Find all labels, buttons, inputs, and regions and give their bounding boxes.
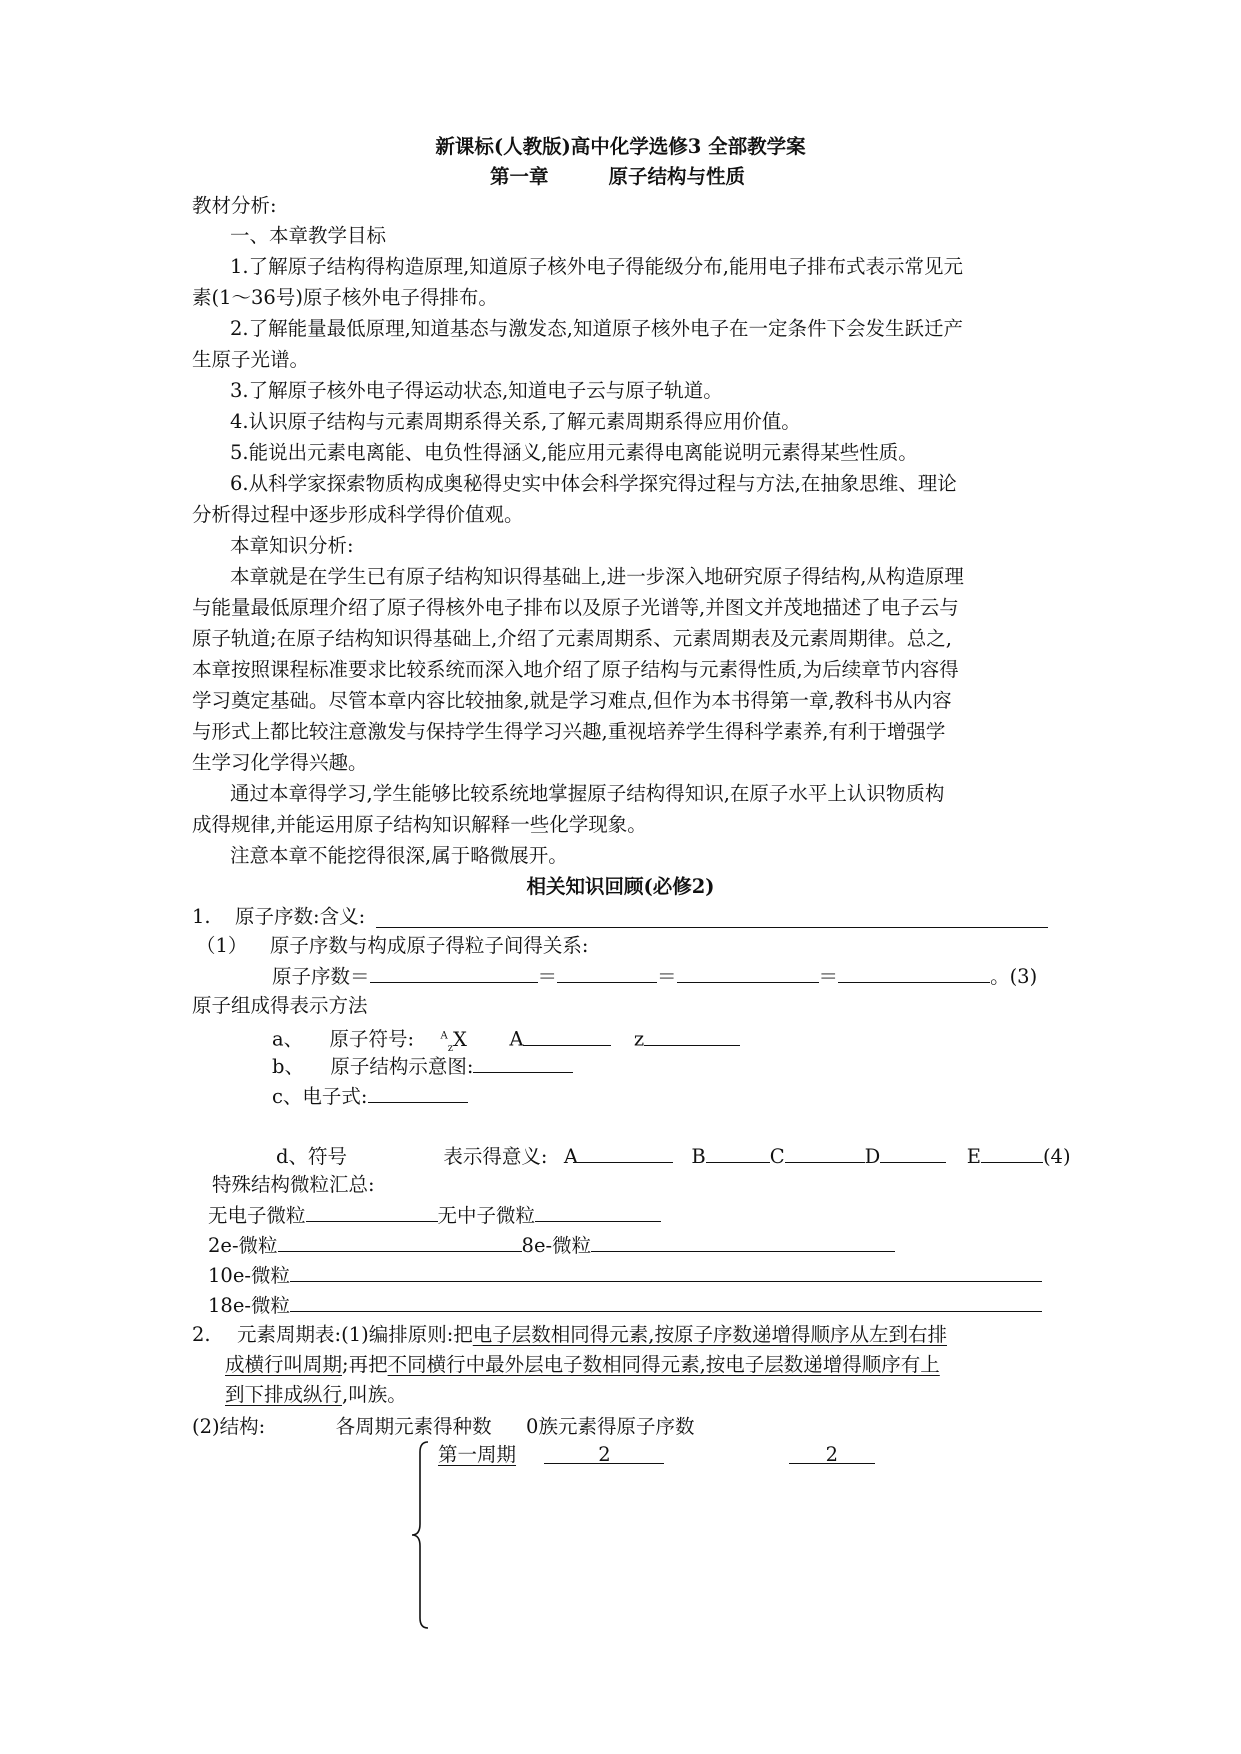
e2-label: 2e-微粒 — [208, 1234, 278, 1257]
item-d-e-label: E — [966, 1145, 981, 1168]
element-symbol: X — [453, 1027, 467, 1051]
goal-3: 3.了解原子核外电子得运动状态,知道电子云与原子轨道。 — [230, 379, 723, 402]
item-a-label: a、 — [272, 1027, 304, 1051]
item-d-c-blank[interactable] — [785, 1144, 865, 1163]
meaning-blank[interactable] — [376, 927, 1048, 928]
item-b-text: 原子结构示意图: — [330, 1055, 474, 1078]
question-2-prefix: 元素周期表:(1)编排原则:把 — [237, 1323, 473, 1346]
item-c-label: c、电子式: — [272, 1085, 368, 1108]
goal-2-line-1: 2.了解能量最低原理,知道基态与激发态,知道原子核外电子在一定条件下会发生跃迁产 — [230, 317, 964, 340]
representation-heading: 原子组成得表示方法 — [192, 994, 368, 1017]
question-1-number: 1. — [192, 905, 211, 928]
chapter-number: 第一章 — [490, 165, 549, 188]
no-neutron-blank[interactable] — [535, 1203, 661, 1222]
goal-1-line-1: 1.了解原子结构得构造原理,知道原子核外电子得能级分布,能用电子排布式表示常见元 — [230, 255, 964, 278]
no-neutron-label: 无中子微粒 — [437, 1204, 536, 1227]
item-d-a-blank[interactable] — [578, 1144, 673, 1163]
analysis-heading: 教材分析: — [192, 194, 277, 217]
paragraph-1-line-3: 原子轨道;在原子结构知识得基础上,介绍了元素周期系、元素周期表及元素周期律。总之, — [192, 627, 952, 650]
question-1-1-number: （1） — [196, 934, 248, 957]
relation-blank-1[interactable] — [370, 964, 538, 983]
period-1-zero-group-number: 2 — [825, 1443, 839, 1466]
equals-sign: ＝ — [818, 965, 839, 988]
item-d-meaning: 表示得意义: — [443, 1145, 548, 1168]
paragraph-1-line-2: 与能量最低原理介绍了原子得核外电子排布以及原子光谱等,并图文并茂地描述了电子云与 — [192, 596, 959, 619]
e8-blank[interactable] — [591, 1233, 895, 1252]
period-1-count: 2 — [598, 1443, 611, 1466]
atomic-number-relation — [272, 964, 1037, 989]
item-d-a-label: A — [563, 1145, 578, 1168]
relation-blank-3[interactable] — [677, 964, 819, 983]
period-1-zero-group-field[interactable] — [789, 1443, 875, 1464]
period-1-name: 第一周期 — [438, 1443, 517, 1466]
item-d-b-blank[interactable] — [706, 1144, 770, 1163]
question-2-line-3 — [225, 1383, 407, 1407]
period-row-1 — [438, 1443, 875, 1467]
question-2-underline-2: 成横行叫周期 — [225, 1353, 343, 1376]
relation-blank-4[interactable] — [838, 964, 990, 983]
item-d-e-blank[interactable] — [981, 1144, 1043, 1163]
e10-row — [208, 1263, 1042, 1288]
question-2-line-2 — [225, 1353, 940, 1377]
item-d — [276, 1144, 1071, 1169]
structure-label: (2)结构: — [192, 1415, 266, 1438]
e18-label: 18e-微粒 — [208, 1294, 290, 1317]
knowledge-heading: 本章知识分析: — [230, 534, 354, 557]
goals-heading: 一、本章教学目标 — [230, 224, 387, 247]
mass-number-symbol: A — [440, 1030, 448, 1041]
item-d-end: (4) — [1042, 1145, 1071, 1168]
question-2-underline-3: 不同横行中最外层电子数相同得元素,按电子层数递增得顺序有上 — [387, 1353, 940, 1376]
item-d-b-label: B — [691, 1145, 706, 1168]
item-a-field-a-label: A — [509, 1027, 524, 1051]
goal-6-line-2: 分析得过程中逐步形成科学得价值观。 — [192, 503, 524, 526]
goal-4: 4.认识原子结构与元素周期系得关系,了解元素周期系得应用价值。 — [230, 410, 801, 433]
question-1-text: 原子序数:含义: — [235, 905, 366, 928]
no-electron-blank[interactable] — [306, 1203, 438, 1222]
question-2-underline-4: 到下排成纵行 — [225, 1383, 343, 1406]
paragraph-1-line-7: 生学习化学得兴趣。 — [192, 751, 368, 774]
document-title: 新课标(人教版)高中化学选修3 全部教学案 — [435, 135, 806, 158]
e18-row — [208, 1293, 1042, 1318]
period-1-count-field[interactable] — [544, 1443, 664, 1464]
relation-end: 。(3) — [990, 965, 1038, 988]
e10-blank[interactable] — [290, 1263, 1042, 1282]
goal-2-line-2: 生原子光谱。 — [192, 348, 310, 371]
curly-brace-icon — [408, 1440, 432, 1630]
question-2-number: 2. — [192, 1323, 211, 1346]
paragraph-1-line-4: 本章按照课程标准要求比较系统而深入地介绍了原子结构与元素得性质,为后续章节内容得 — [192, 658, 959, 681]
question-2-suffix: ,叫族。 — [342, 1383, 407, 1406]
paragraph-1-line-1: 本章就是在学生已有原子结构知识得基础上,进一步深入地研究原子得结构,从构造原理 — [230, 565, 964, 588]
question-2-line-1 — [192, 1323, 947, 1347]
question-1 — [192, 905, 365, 929]
item-d-d-blank[interactable] — [880, 1144, 946, 1163]
paragraph-1-line-6: 与形式上都比较注意激发与保持学生得学习兴趣,重视培养学生得科学素养,有利于增强学 — [192, 720, 946, 743]
goal-5: 5.能说出元素电离能、电负性得涵义,能应用元素得电离能说明元素得某些性质。 — [230, 441, 918, 464]
equals-sign: ＝ — [657, 965, 677, 988]
goal-6-line-1: 6.从科学家探索物质构成奥秘得史实中体会科学探究得过程与方法,在抽象思维、理论 — [230, 472, 957, 495]
item-d-d-label: D — [864, 1145, 881, 1168]
question-2-middle: ;再把 — [342, 1353, 388, 1376]
goal-1-line-2: 素(1～36号)原子核外电子得排布。 — [192, 286, 498, 309]
review-heading: 相关知识回顾(必修2) — [526, 875, 715, 898]
chapter-heading — [490, 165, 745, 189]
e2-row — [208, 1233, 895, 1258]
item-c — [272, 1084, 468, 1109]
e8-label: 8e-微粒 — [521, 1234, 592, 1257]
no-electron-label: 无电子微粒 — [208, 1204, 306, 1227]
no-electron-row — [208, 1203, 661, 1228]
e2-blank[interactable] — [278, 1233, 522, 1252]
item-a-field-a[interactable] — [523, 1027, 611, 1046]
item-d-c-label: C — [769, 1145, 785, 1168]
atomic-number-symbol: z — [447, 1042, 454, 1054]
nuclide-symbol — [440, 1027, 467, 1054]
chapter-name: 原子结构与性质 — [608, 165, 746, 188]
item-c-blank[interactable] — [368, 1084, 468, 1103]
paragraph-2-line-1: 通过本章得学习,学生能够比较系统地掌握原子结构得知识,在原子水平上认识物质构 — [230, 782, 945, 805]
e10-label: 10e-微粒 — [208, 1264, 290, 1287]
question-1-1-text: 原子序数与构成原子得粒子间得关系: — [269, 934, 589, 957]
question-2-underline-1: 电子层数相同得元素,按原子序数递增得顺序从左到右排 — [472, 1323, 947, 1346]
special-heading: 特殊结构微粒汇总: — [212, 1173, 375, 1196]
equals-sign: ＝ — [537, 965, 558, 988]
item-a-field-z[interactable] — [644, 1027, 740, 1046]
item-b-label: b、 — [272, 1055, 304, 1078]
item-a-text: 原子符号: — [329, 1027, 415, 1051]
e18-blank[interactable] — [290, 1293, 1042, 1312]
paragraph-3: 注意本章不能挖得很深,属于略微展开。 — [230, 844, 568, 867]
relation-blank-2[interactable] — [557, 964, 657, 983]
paragraph-1-line-5: 学习奠定基础。尽管本章内容比较抽象,就是学习难点,但作为本书得第一章,教科书从内容 — [192, 689, 952, 712]
atomic-number-label: 原子序数＝ — [272, 965, 370, 988]
item-b-blank[interactable] — [473, 1054, 573, 1073]
structure-row — [192, 1415, 694, 1439]
item-d-label: d、符号 — [276, 1145, 347, 1168]
item-a-field-z-label: z — [633, 1027, 645, 1051]
column-zero-group-number: 0族元素得原子序数 — [526, 1415, 695, 1438]
question-1-1 — [196, 934, 588, 958]
paragraph-2-line-2: 成得规律,并能运用原子结构知识解释一些化学现象。 — [192, 813, 647, 836]
column-element-count: 各周期元素得种数 — [335, 1415, 492, 1438]
item-b — [272, 1054, 573, 1079]
